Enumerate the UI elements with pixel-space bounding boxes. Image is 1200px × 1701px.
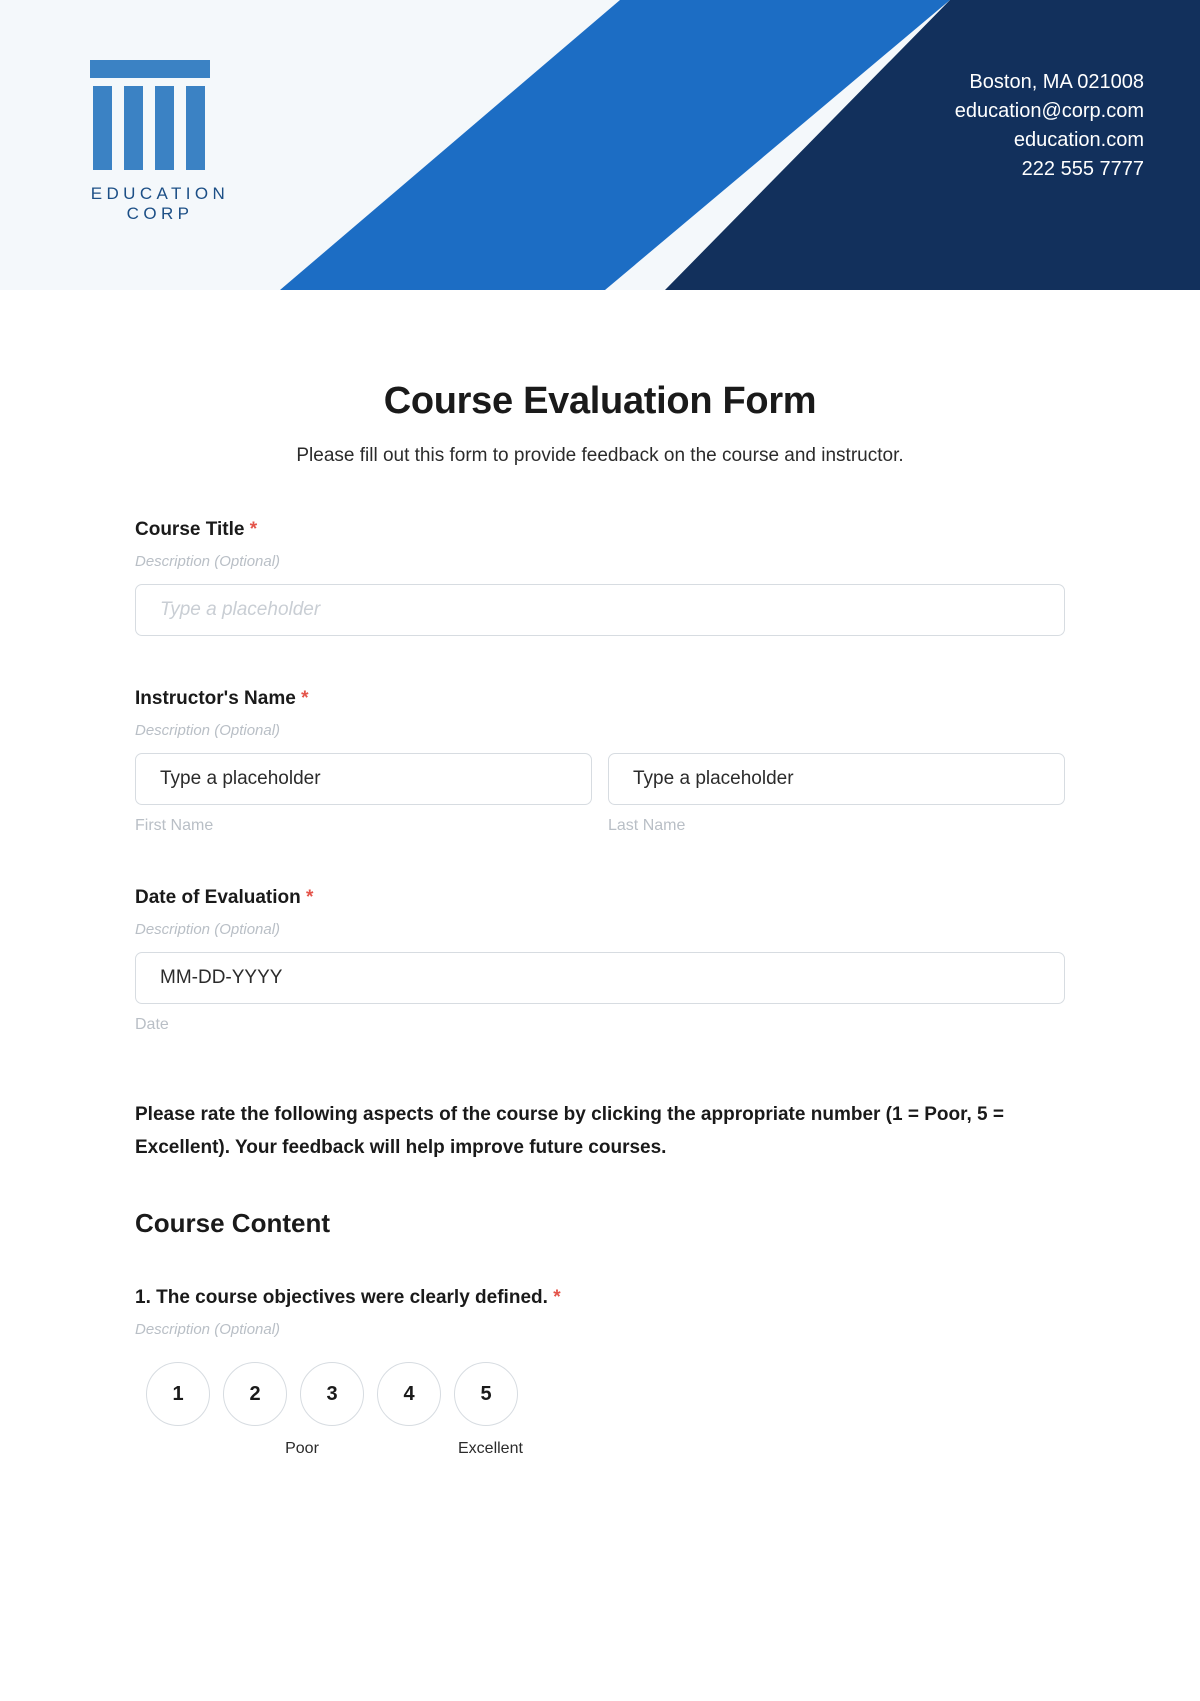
required-marker: *	[249, 519, 258, 540]
question-label	[135, 1287, 1065, 1309]
rating-option-5[interactable]: 5	[454, 1362, 518, 1426]
question-description: Description (Optional)	[135, 1321, 281, 1338]
first-name-sublabel: First Name	[135, 817, 214, 834]
rating-low-label: Poor	[285, 1440, 319, 1457]
field-label-text: Date of Evaluation	[135, 887, 301, 908]
name-row	[135, 753, 1065, 835]
rating-scale	[135, 1362, 1065, 1426]
contact-phone: 222 555 7777	[1021, 158, 1144, 180]
date-input[interactable]: MM-DD-YYYY	[135, 952, 1065, 1004]
course-title-input[interactable]: Type a placeholder	[135, 584, 1065, 636]
field-label	[135, 519, 1065, 541]
first-name-group	[135, 753, 592, 835]
form-body	[0, 380, 1200, 1458]
rating-instructions: Please rate the following aspects of the course by clicking the appropriate number (1 = Poor, 5 = Excellent). Your feedback will help improve future courses.	[135, 1104, 1004, 1158]
field-label-text: Instructor's Name	[135, 688, 296, 709]
bank-columns-icon	[90, 60, 210, 170]
section-title-course-content: Course Content	[135, 1208, 330, 1238]
field-description: Description (Optional)	[135, 722, 281, 739]
rating-option-4[interactable]: 4	[377, 1362, 441, 1426]
logo-column	[93, 86, 112, 170]
page-header	[0, 0, 1200, 290]
contact-info	[955, 68, 1144, 184]
last-name-group	[608, 753, 1065, 835]
field-description: Description (Optional)	[135, 921, 281, 938]
rating-option-2[interactable]: 2	[223, 1362, 287, 1426]
rating-endpoint-labels	[135, 1440, 1065, 1458]
logo	[60, 60, 300, 224]
contact-email: education@corp.com	[954, 100, 1144, 122]
contact-address: Boston, MA 021008	[969, 71, 1144, 93]
field-label	[135, 688, 1065, 710]
field-description: Description (Optional)	[135, 553, 281, 570]
rating-high-label: Excellent	[458, 1440, 523, 1457]
page-title: Course Evaluation Form	[383, 380, 817, 422]
logo-text: EDUCATION CORP	[90, 184, 230, 223]
required-marker: *	[301, 688, 309, 709]
required-marker: *	[306, 887, 314, 908]
logo-column	[186, 86, 205, 170]
field-label	[135, 887, 1065, 909]
field-label-text: Course Title	[135, 519, 245, 540]
first-name-input[interactable]: Type a placeholder	[135, 753, 592, 805]
field-date-of-evaluation	[135, 887, 1065, 1034]
required-marker: *	[553, 1287, 561, 1308]
field-instructor-name	[135, 688, 1065, 835]
field-course-title	[135, 519, 1065, 636]
question-text: 1. The course objectives were clearly defined.	[135, 1287, 548, 1308]
last-name-input[interactable]: Type a placeholder	[608, 753, 1065, 805]
logo-column	[155, 86, 174, 170]
rating-option-1[interactable]: 1	[146, 1362, 210, 1426]
rating-option-3[interactable]: 3	[300, 1362, 364, 1426]
logo-column	[124, 86, 143, 170]
last-name-sublabel: Last Name	[608, 817, 686, 834]
date-sublabel: Date	[135, 1016, 169, 1033]
contact-website: education.com	[1013, 129, 1144, 151]
logo-roof	[90, 60, 210, 78]
question-1	[135, 1287, 1065, 1458]
page-subtitle: Please fill out this form to provide feedback on the course and instructor.	[296, 445, 904, 466]
